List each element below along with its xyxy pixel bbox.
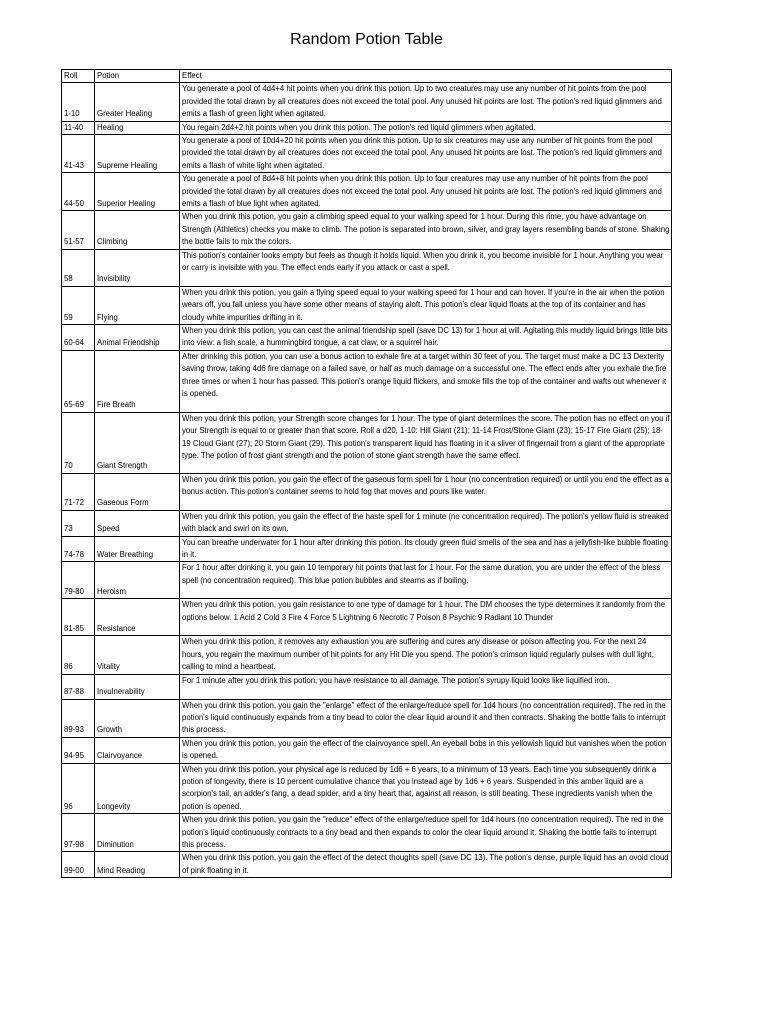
- potion-name-cell: Vitality: [95, 636, 180, 674]
- table-row: [62, 737, 672, 763]
- roll-cell: 1-10: [62, 83, 95, 121]
- table-row: [62, 536, 672, 562]
- effect-cell: For 1 hour after drinking it, you gain 10 temporary hit points that last for 1 hour. For the same duration, you are under the effect of the bless spell (no concentration required). This blue potion bubbles and steams as if boiling.: [180, 562, 672, 599]
- potion-name-cell: Mind Reading: [95, 852, 180, 878]
- potion-name-cell: Animal Friendship: [95, 324, 180, 350]
- roll-cell: 70: [62, 412, 95, 473]
- roll-cell: 86: [62, 636, 95, 674]
- potion-name-cell: Growth: [95, 699, 180, 737]
- roll-cell: 94-95: [62, 737, 95, 763]
- effect-cell: You can breathe underwater for 1 hour after drinking this potion. Its cloudy green fluid smells of the sea and has a jellyfish-like bubble floating in it.: [180, 536, 672, 562]
- potion-name-cell: Superior Healing: [95, 173, 180, 211]
- table-row: [62, 674, 672, 699]
- table-row: [62, 510, 672, 536]
- effect-cell: When you drink this potion, you gain the "reduce" effect of the enlarge/reduce spell for 1d4 hours (no concentration required). The red in the potion's liquid continuously contracts to a tiny bead and then expands to color the clear liquid around it. Shaking the bottle fails to interrupt this process.: [180, 814, 672, 852]
- potion-name-cell: Fire Breath: [95, 350, 180, 412]
- effect-cell: When you drink this potion, it removes any exhaustion you are suffering and cures any disease or poison affecting you. For the next 24 hours, you regain the maximum number of hit points for any Hit Die you spend. The potion's crimson liquid regularly pulses with dull light, calling to mind a heartbeat.: [180, 636, 672, 674]
- page-title: Random Potion Table: [290, 31, 443, 48]
- potion-name-cell: Flying: [95, 286, 180, 324]
- table-header-row: [62, 70, 672, 83]
- table-row: [62, 286, 672, 324]
- roll-cell: 96: [62, 763, 95, 814]
- column-header-potion: Potion: [95, 70, 180, 83]
- roll-cell: 89-93: [62, 699, 95, 737]
- potion-name-cell: Giant Strength: [95, 412, 180, 473]
- effect-cell: When you drink this potion, you gain the effect of the gaseous form spell for 1 hour (no concentration required) or until you end the effect as a bonus action. This potion's container seems to hold fog that moves and pours like water.: [180, 473, 672, 510]
- table-row: [62, 562, 672, 599]
- effect-cell: When you drink this potion, your Strength score changes for 1 hour. The type of giant determines the score. The potion has no effect on you if your Strength is equal to or greater than that score. Roll a d20, 1-10: Hill Giant (21); 11-14 Frost/Stone Giant (23); 15-17 Fire Giant (25); 18-19 Cloud Giant (27); 20 Storm Giant (29). This potion's transparent liquid has floating in it a sliver of fingernail from a giant of the appropriate type. The potion of frost giant strength and the potion of stone giant strength have the same effect.: [180, 412, 672, 473]
- roll-cell: 41-43: [62, 135, 95, 173]
- roll-cell: 97-98: [62, 814, 95, 852]
- table-body: [62, 83, 672, 878]
- table-row: [62, 350, 672, 412]
- roll-cell: 51-57: [62, 211, 95, 249]
- table-row: [62, 699, 672, 737]
- potion-name-cell: Clairvoyance: [95, 737, 180, 763]
- potion-name-cell: Climbing: [95, 211, 180, 249]
- roll-cell: 71-72: [62, 473, 95, 510]
- table-row: [62, 173, 672, 211]
- roll-cell: 65-69: [62, 350, 95, 412]
- column-header-effect: Effect: [180, 70, 672, 83]
- roll-cell: 59: [62, 286, 95, 324]
- effect-cell: After drinking this potion, you can use a bonus action to exhale fire at a target within 30 feet of you. The target must make a DC 13 Dexterity saving throw, taking 4d6 fire damage on a failed save, or half as much damage on a successful one. The effect ends after you exhale the fire three times or when 1 hour has passed. This potion's orange liquid flickers, and smoke fills the top of the container and wafts out whenever it is opened.: [180, 350, 672, 412]
- table-row: [62, 636, 672, 674]
- effect-cell: When you drink this potion, you gain the effect of the haste spell for 1 minute (no concentration required). The potion's yellow fluid is streaked with black and swirl on its own.: [180, 510, 672, 536]
- effect-cell: When you drink this potion, you gain resistance to one type of damage for 1 hour. The DM chooses the type determines it randomly from the options below. 1 Acid 2 Cold 3 Fire 4 Force 5 Lightning 6 Necrotic 7 Poison 8 Psychic 9 Radiant 10 Thunder: [180, 599, 672, 636]
- table-row: [62, 599, 672, 636]
- potion-name-cell: Gaseous Form: [95, 473, 180, 510]
- potion-name-cell: Resistance: [95, 599, 180, 636]
- effect-cell: You generate a pool of 10d4+20 hit points when you drink this potion. Up to six creatures may use any number of hit points from the pool provided the total drawn by all creatures does not exceed the total pool. Any unused hit points are lost. The potion's red liquid glimmers and emits a flash of white light when agitated.: [180, 135, 672, 173]
- roll-cell: 60-64: [62, 324, 95, 350]
- roll-cell: 73: [62, 510, 95, 536]
- table-row: [62, 121, 672, 134]
- effect-cell: For 1 minute after you drink this potion, you have resistance to all damage. The potion's syrupy liquid looks like liquified iron.: [180, 674, 672, 699]
- potion-name-cell: Speed: [95, 510, 180, 536]
- potion-name-cell: Invisibility: [95, 249, 180, 286]
- potion-name-cell: Invulnerability: [95, 674, 180, 699]
- table-row: [62, 412, 672, 473]
- potion-name-cell: Longevity: [95, 763, 180, 814]
- table-row: [62, 135, 672, 173]
- potion-table: [61, 69, 672, 878]
- potion-name-cell: Greater Healing: [95, 83, 180, 121]
- effect-cell: You generate a pool of 8d4+8 hit points when you drink this potion. Up to four creatures may use any number of hit points from the pool provided the total drawn by all creatures does not exceed the total pool. Any unused hit points are lost. The potion's red liquid glimmers and emits a flash of blue light when agitated.: [180, 173, 672, 211]
- column-header-roll: Roll: [62, 70, 95, 83]
- roll-cell: 44-50: [62, 173, 95, 211]
- roll-cell: 99-00: [62, 852, 95, 878]
- potion-name-cell: Water Breathing: [95, 536, 180, 562]
- effect-cell: When you drink this potion, you gain a climbing speed equal to your walking speed for 1 hour. During this rime, you have advantage on Strength (Athletics) checks you make to climb. The potion is separated into brown, silver, and gray layers resembling bands of stone. Shaking the bottle fails to mix the colors.: [180, 211, 672, 249]
- potion-name-cell: Supreme Healing: [95, 135, 180, 173]
- roll-cell: 74-78: [62, 536, 95, 562]
- effect-cell: When you drink this potion, you gain the effect of the clairvoyance spell. An eyeball bobs in this yellowish liquid but vanishes when the potion is opened.: [180, 737, 672, 763]
- effect-cell: When you drink this potion, your physical age is reduced by 1d6 + 6 years, to a minimum of 13 years. Each time you subsequently drink a potion of longevity, there is 10 percent cumulative chance that you instead age by 1d6 + 6 years. Suspended in this amber liquid are a scorpion's tail, an adder's fang, a dead spider, and a tiny heart that, against all reason, is still beating. These ingredients vanish when the potion is opened.: [180, 763, 672, 814]
- roll-cell: 79-80: [62, 562, 95, 599]
- roll-cell: 81-85: [62, 599, 95, 636]
- effect-cell: You regain 2d4+2 hit points when you drink this potion. The potion's red liquid glimmers when agitated.: [180, 121, 672, 134]
- potion-name-cell: Heroism: [95, 562, 180, 599]
- table-row: [62, 211, 672, 249]
- effect-cell: This potion's container looks empty but feels as though it holds liquid. When you drink it, you become invisible for 1 hour. Anything you wear or carry is invisible with you. The effect ends early if you attack or cast a spell.: [180, 249, 672, 286]
- effect-cell: When you drink this potion, you gain the "enlarge" effect of the enlarge/reduce spell for 1d4 hours (no concentration required). The red in the potion's liquid continuously expands from a tiny bead to color the clear liquid around it and then contracts. Shaking the bottle fails to interrupt this process.: [180, 699, 672, 737]
- table-row: [62, 473, 672, 510]
- table-row: [62, 249, 672, 286]
- table-row: [62, 814, 672, 852]
- table-row: [62, 852, 672, 878]
- roll-cell: 11-40: [62, 121, 95, 134]
- potion-name-cell: Healing: [95, 121, 180, 134]
- effect-cell: When you drink this potion, you can cast the animal friendship spell (save DC 13) for 1 hour at will. Agitating this muddy liquid brings little bits into view: a fish scale, a hummingbird tongue, a cat claw, or a squirrel hair.: [180, 324, 672, 350]
- table-row: [62, 324, 672, 350]
- roll-cell: 87-88: [62, 674, 95, 699]
- effect-cell: When you drink this potion, you gain the effect of the detect thoughts spell (save DC 13). The potion's dense, purple liquid has an ovoid cloud of pink floating in it.: [180, 852, 672, 878]
- effect-cell: You generate a pool of 4d4+4 hit points when you drink this potion. Up to two creatures may use any number of hit points from the pool provided the total drawn by all creatures does not exceed the total pool. Any unused hit points are lost. The potion's red liquid glimmers and emits a flash of green light when agitated.: [180, 83, 672, 121]
- table-row: [62, 83, 672, 121]
- roll-cell: 58: [62, 249, 95, 286]
- potion-name-cell: Diminution: [95, 814, 180, 852]
- table-row: [62, 763, 672, 814]
- effect-cell: When you drink this potion, you gain a flying speed equal to your walking speed for 1 hour and can hover. If you're in the air when the potion wears off, you fall unless you have some other means of staying aloft. This potion's clear liquid floats at the top of its container and has cloudy white impurities drifting in it.: [180, 286, 672, 324]
